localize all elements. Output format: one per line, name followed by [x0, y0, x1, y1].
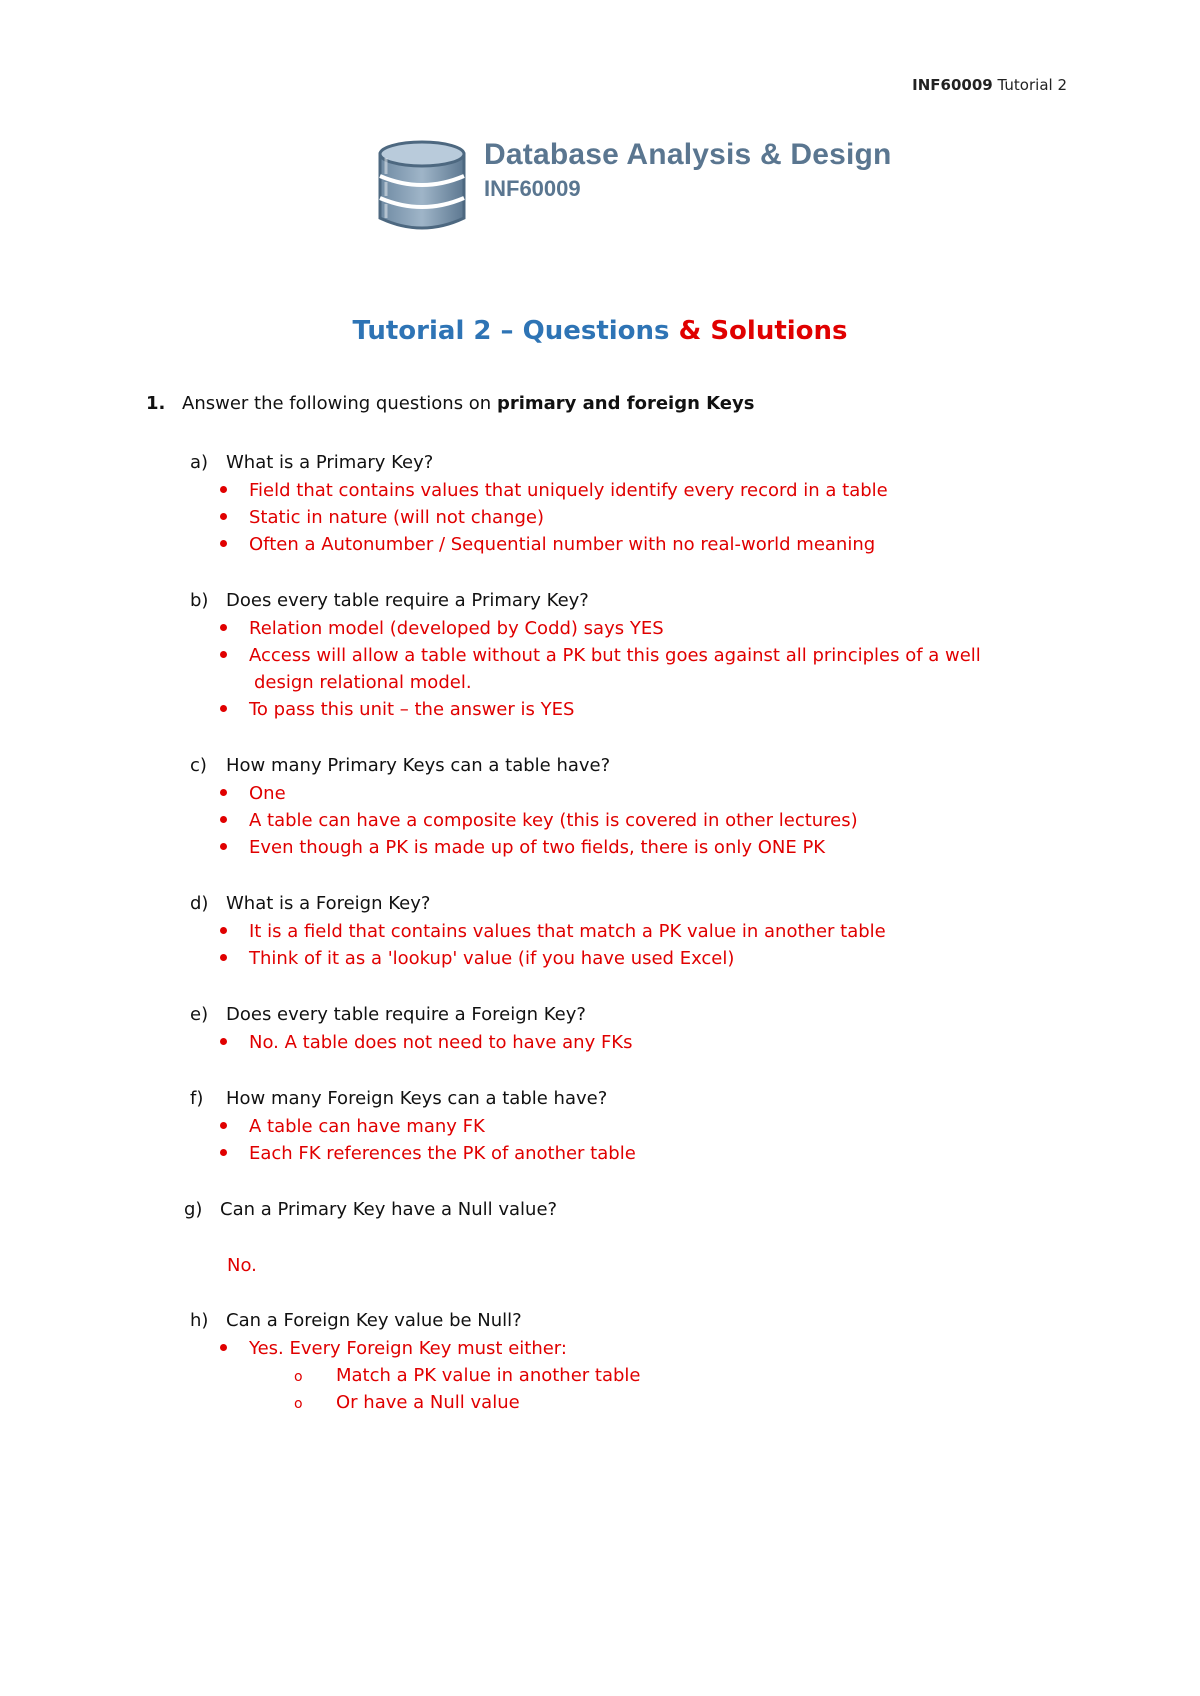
- answer-bullet: [220, 1338, 567, 1359]
- answer-bullet: [220, 1143, 636, 1164]
- answer-text: One: [249, 783, 286, 804]
- answer-bullet: [220, 534, 875, 555]
- sub-question-text: What is a Foreign Key?: [226, 893, 431, 914]
- question-text: Answer the following questions on: [182, 393, 497, 414]
- sub-question-d: [190, 893, 430, 914]
- sub-letter: a): [190, 452, 209, 473]
- title-part2: Solutions: [701, 316, 848, 346]
- title-ampersand: &: [678, 316, 702, 346]
- bullet-icon: [220, 954, 227, 961]
- title-part1: Tutorial 2 – Questions: [352, 316, 679, 346]
- bullet-icon: [220, 513, 227, 520]
- course-logo: [376, 138, 896, 238]
- logo-title: Database Analysis & Design: [484, 138, 892, 171]
- sub-letter: e): [190, 1004, 209, 1025]
- answer-sub-bullet: [294, 1392, 520, 1413]
- sub-question-text: Can a Primary Key have a Null value?: [220, 1199, 558, 1220]
- sub-letter: f): [190, 1088, 204, 1109]
- sub-bullet-icon: o: [294, 1369, 303, 1385]
- answer-text: A table can have many FK: [249, 1116, 485, 1137]
- answer-bullet: [220, 1116, 485, 1137]
- answer-text: Static in nature (will not change): [249, 507, 544, 528]
- answer-text: To pass this unit – the answer is YES: [249, 699, 575, 720]
- database-icon: [376, 138, 468, 234]
- sub-question-a: [190, 452, 433, 473]
- answer-bullet: [220, 921, 886, 942]
- sub-letter: d): [190, 893, 209, 914]
- question-bold-text: primary and foreign Keys: [496, 393, 755, 414]
- bullet-icon: [220, 705, 227, 712]
- header-label: Tutorial 2: [997, 76, 1067, 94]
- answer-text: Match a PK value in another table: [336, 1365, 641, 1386]
- sub-question-c: [190, 755, 610, 776]
- bullet-icon: [220, 1038, 227, 1045]
- bullet-icon: [220, 789, 227, 796]
- sub-question-b: [190, 590, 589, 611]
- sub-question-text: Does every table require a Primary Key?: [226, 590, 589, 611]
- sub-question-h: [190, 1310, 522, 1331]
- bullet-icon: [220, 927, 227, 934]
- bullet-icon: [220, 1122, 227, 1129]
- answer-plain: [227, 1255, 257, 1276]
- sub-question-f: [190, 1088, 607, 1109]
- answer-text: It is a field that contains values that match a PK value in another table: [249, 921, 886, 942]
- bullet-icon: [220, 486, 227, 493]
- header-course-code: INF60009: [912, 76, 993, 94]
- answer-text: Relation model (developed by Codd) says YES: [249, 618, 664, 639]
- answer-text: design relational model.: [254, 672, 472, 693]
- answer-bullet: [220, 699, 574, 720]
- answer-text: A table can have a composite key (this is covered in other lectures): [249, 810, 858, 831]
- sub-question-text: How many Primary Keys can a table have?: [226, 755, 611, 776]
- bullet-icon: [220, 816, 227, 823]
- answer-text: Access will allow a table without a PK but this goes against all principles of a well: [249, 645, 981, 666]
- answer-continuation: [254, 672, 472, 693]
- question-number: 1.: [146, 393, 166, 414]
- sub-bullet-icon: o: [294, 1396, 303, 1412]
- answer-bullet: [220, 948, 734, 969]
- answer-text: Think of it as a 'lookup' value (if you have used Excel): [249, 948, 735, 969]
- sub-question-text: Can a Foreign Key value be Null?: [226, 1310, 522, 1331]
- answer-bullet: [220, 837, 825, 858]
- bullet-icon: [220, 1344, 227, 1351]
- answer-sub-bullet: [294, 1365, 641, 1386]
- sub-question-text: Does every table require a Foreign Key?: [226, 1004, 586, 1025]
- answer-text: No. A table does not need to have any FKs: [249, 1032, 633, 1053]
- sub-letter: b): [190, 590, 209, 611]
- answer-bullet: [220, 645, 981, 666]
- bullet-icon: [220, 624, 227, 631]
- bullet-icon: [220, 540, 227, 547]
- answer-text: Or have a Null value: [336, 1392, 520, 1413]
- question-1: [146, 393, 754, 414]
- sub-letter: h): [190, 1310, 209, 1331]
- sub-question-text: How many Foreign Keys can a table have?: [226, 1088, 608, 1109]
- answer-bullet: [220, 618, 664, 639]
- answer-text: No.: [227, 1255, 257, 1276]
- sub-question-g: [184, 1199, 557, 1220]
- bullet-icon: [220, 1149, 227, 1156]
- answer-bullet: [220, 810, 858, 831]
- answer-bullet: [220, 507, 544, 528]
- answer-text: Each FK references the PK of another table: [249, 1143, 636, 1164]
- answer-bullet: [220, 783, 286, 804]
- answer-bullet: [220, 1032, 633, 1053]
- sub-letter: g): [184, 1199, 203, 1220]
- sub-question-e: [190, 1004, 586, 1025]
- bullet-icon: [220, 651, 227, 658]
- answer-text: Even though a PK is made up of two fields, there is only ONE PK: [249, 837, 826, 858]
- sub-letter: c): [190, 755, 207, 776]
- bullet-icon: [220, 843, 227, 850]
- logo-course-code: INF60009: [484, 176, 581, 201]
- answer-bullet: [220, 480, 888, 501]
- sub-question-text: What is a Primary Key?: [226, 452, 434, 473]
- answer-text: Yes. Every Foreign Key must either:: [249, 1338, 567, 1359]
- answer-text: Often a Autonumber / Sequential number with no real-world meaning: [249, 534, 876, 555]
- document-title: [0, 316, 1200, 346]
- running-header: [912, 76, 1067, 94]
- answer-text: Field that contains values that uniquely identify every record in a table: [249, 480, 888, 501]
